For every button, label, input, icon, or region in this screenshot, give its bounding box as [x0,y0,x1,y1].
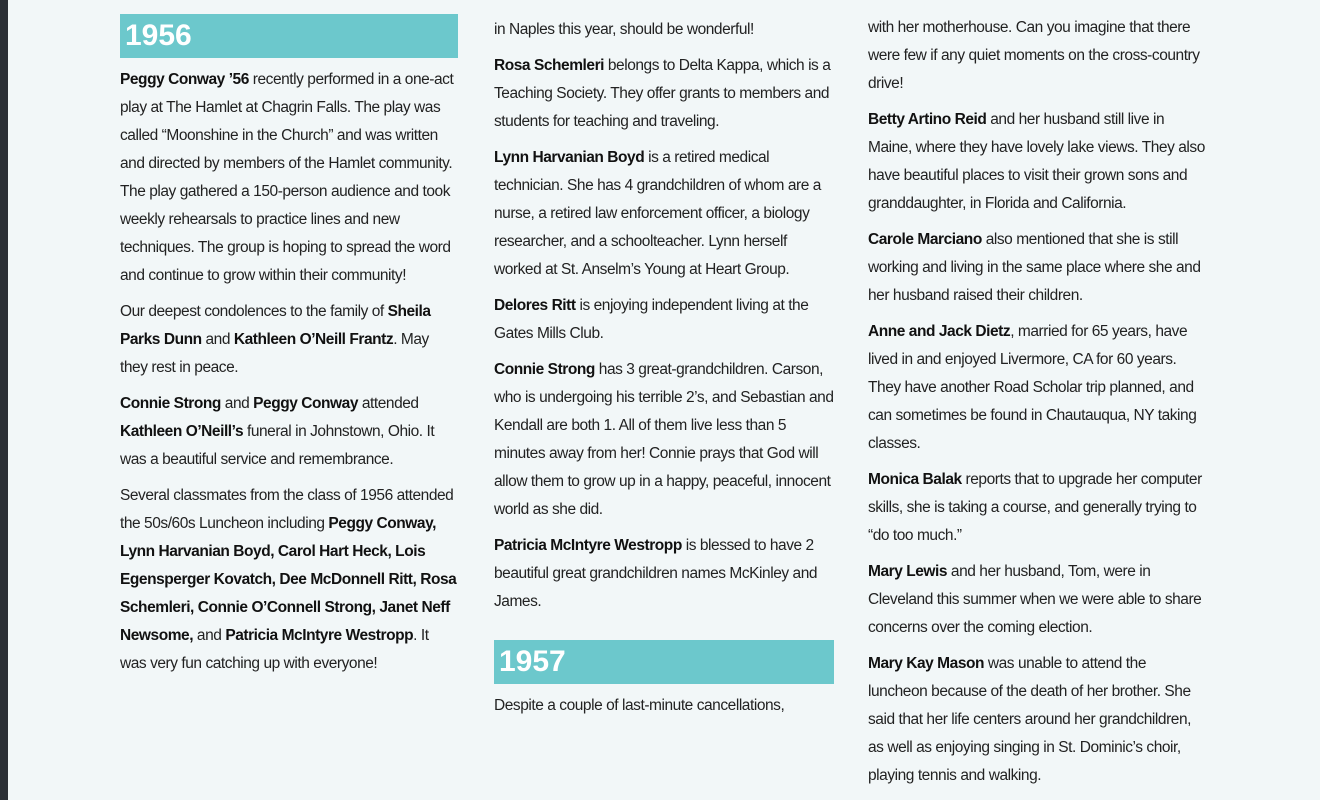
note-text: Despite a couple of last-minute cancellations, [494,697,785,714]
class-note-paragraph [868,14,1208,98]
classmate-name: Sheila Parks Dunn [120,303,431,348]
class-note-paragraph [120,482,458,678]
class-note-paragraph [868,466,1208,550]
class-note-paragraph [120,390,458,474]
class-note-paragraph [868,318,1208,458]
note-text: , married for 65 years, have lived in and enjoyed Livermore, CA for 60 years. They have another Road Scholar trip planned, and can sometimes be found in Chautauqua, NY taking classes. [868,323,1197,452]
note-text: belongs to Delta Kappa, which is a Teaching Society. They offer grants to members and students for teaching and traveling. [494,57,831,130]
note-text: and [193,627,226,644]
year-heading-1957: 1957 [494,640,834,684]
note-text: in Naples this year, should be wonderful! [494,21,754,38]
note-text: has 3 great-grandchildren. Carson, who is undergoing his terrible 2’s, and Sebastian and Kendall are both 1. All of them live less than 5 minutes away from her! Connie prays that God will allow them to grow up in a happy, peaceful, innocent world as she did. [494,361,834,518]
note-text: Our deepest condolences to the family of [120,303,388,320]
note-text: Several classmates from the class of 1956 attended the 50s/60s Luncheon including [120,487,454,532]
classmate-name: Mary Lewis [868,563,948,580]
classmate-name: Betty Artino Reid [868,111,987,128]
class-note-paragraph [494,52,834,136]
classmate-name: Patricia McIntyre Westropp [494,537,682,554]
note-text: with her motherhouse. Can you imagine that there were few if any quiet moments on the cross-country drive! [868,19,1200,92]
class-note-paragraph [868,558,1208,642]
note-text: recently performed in a one-act play at The Hamlet at Chagrin Falls. The play was called “Moonshine in the Church” and was written and directed by members of the Hamlet community. The play gathered a 150-person audience and took weekly rehearsals to practice lines and new techniques. The group is hoping to spread the word and continue to grow within their community! [120,71,454,284]
classmate-name: Monica Balak [868,471,962,488]
classmate-name: Mary Kay Mason [868,655,985,672]
class-note-paragraph [120,298,458,382]
classmate-name: Carole Marciano [868,231,982,248]
note-text: was unable to attend the luncheon because of the death of her brother. She said that her life centers around her grandchildren, as well as enjoying singing in St. Dominic’s choir, playing tennis and walking. [868,655,1191,784]
class-note-paragraph [494,16,834,44]
column-3 [868,0,1208,798]
note-text: and her husband, Tom, were in Cleveland this summer when we were able to share concerns over the coming election. [868,563,1202,636]
classmate-name: Rosa Schemleri [494,57,605,74]
classmate-name: Lynn Harvanian Boyd [494,149,645,166]
note-text: and her husband still live in Maine, where they have lovely lake views. They also have beautiful places to visit their grown sons and granddaughter, in Florida and California. [868,111,1205,212]
note-text: . May they rest in peace. [120,331,429,376]
note-text: is enjoying independent living at the Gates Mills Club. [494,297,809,342]
class-note-paragraph [494,532,834,616]
class-note-paragraph [868,650,1208,790]
note-text: and [201,331,234,348]
class-note-paragraph [494,692,834,720]
classmate-name: Patricia McIntyre Westropp [225,627,414,644]
year-heading-1956: 1956 [120,14,458,58]
note-text: is blessed to have 2 beautiful great grandchildren names McKinley and James. [494,537,818,610]
class-note-paragraph [868,106,1208,218]
column-2 [494,0,834,728]
classmate-name: Kathleen O’Neill’s [120,423,244,440]
note-text: funeral in Johnstown, Ohio. It was a beautiful service and remembrance. [120,423,435,468]
note-text: also mentioned that she is still working and living in the same place where she and her husband raised their children. [868,231,1201,304]
note-text: reports that to upgrade her computer skills, she is taking a course, and generally trying to “do too much.” [868,471,1202,544]
classmate-name: Kathleen O’Neill Frantz [233,331,394,348]
classmate-name: Anne and Jack Dietz [868,323,1011,340]
page-edge-rule [0,0,8,800]
note-text: . It was very fun catching up with everyone! [120,627,429,672]
classmate-name: Connie Strong [494,361,595,378]
classmate-name: Connie Strong [120,395,221,412]
note-text: attended [358,395,419,412]
class-note-paragraph [494,144,834,284]
class-note-paragraph [494,292,834,348]
class-note-paragraph [120,66,458,290]
class-note-paragraph [868,226,1208,310]
column-1 [120,0,458,686]
note-text: is a retired medical technician. She has 4 grandchildren of whom are a nurse, a retired law enforcement officer, a biology researcher, and a schoolteacher. Lynn herself worked at St. Anselm’s Young at Heart Group. [494,149,821,278]
classmate-names-list: Peggy Conway, Lynn Harvanian Boyd, Carol Hart Heck, Lois Egensperger Kovatch, Dee McDonnell Ritt, Rosa Schemleri, Connie O’Connell Strong, Janet Neff Newsome, [120,515,457,644]
classmate-name: Delores Ritt [494,297,576,314]
class-note-paragraph [494,356,834,524]
note-text: and [220,395,254,412]
classmate-name: Peggy Conway [253,395,359,412]
classmate-name: Peggy Conway ’56 [120,71,249,88]
